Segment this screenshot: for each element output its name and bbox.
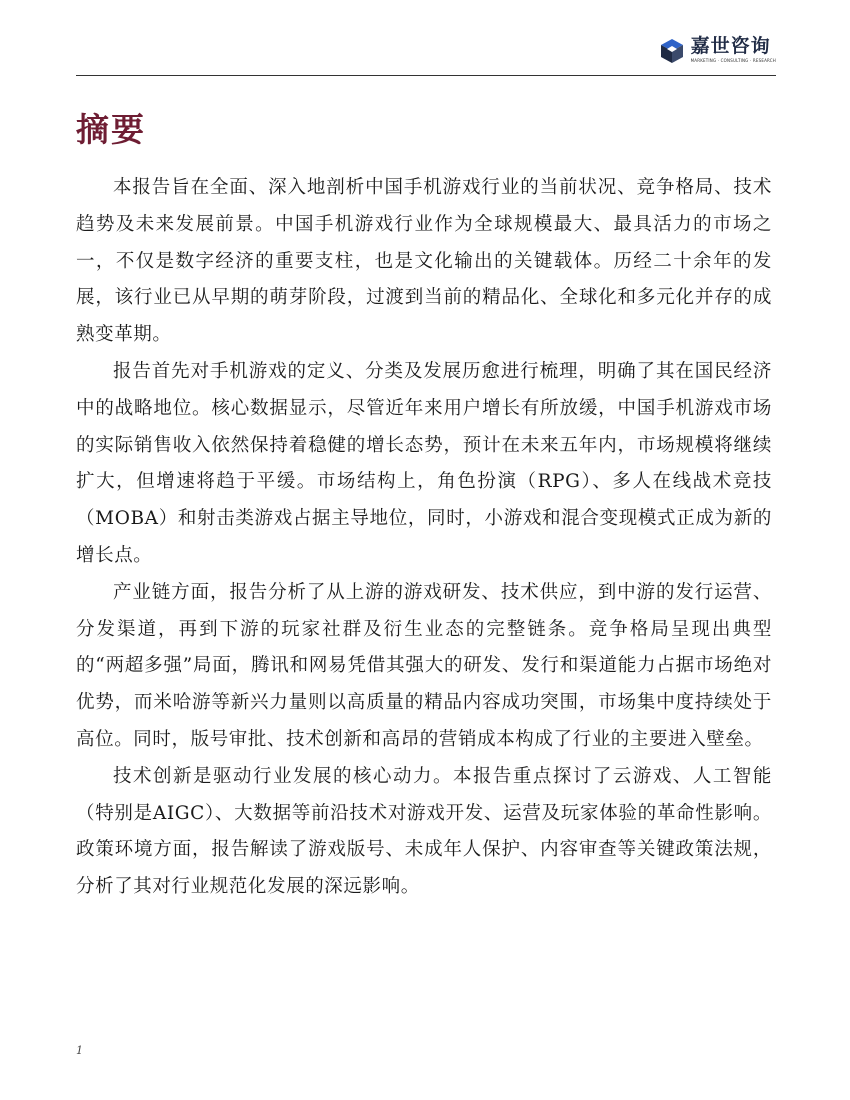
- company-logo: [659, 36, 776, 64]
- logo-name: 嘉世咨询: [690, 35, 771, 57]
- abstract-body: [76, 170, 772, 906]
- header-divider: [76, 75, 776, 76]
- logo-cube-icon: [659, 38, 685, 64]
- page-title: 摘要: [76, 110, 146, 149]
- logo-tagline: MARKETING · CONSULTING · RESEARCH: [690, 58, 776, 63]
- paragraph-3: 产业链方面，报告分析了从上游的游戏研发、技术供应，到中游的发行运营、分发渠道，再到下游的玩家社群及衍生业态的完整链条。竞争格局呈现出典型的“两超多强”局面，腾讯和网易凭借其强大的研发、发行和渠道能力占据市场绝对优势，而米哈游等新兴力量则以高质量的精品内容成功突围，市场集中度持续处于高位。同时，版号审批、技术创新和高昂的营销成本构成了行业的主要进入壁垒。: [76, 581, 772, 750]
- page-header: [76, 30, 776, 76]
- paragraph-1: 本报告旨在全面、深入地剖析中国手机游戏行业的当前状况、竞争格局、技术趋势及未来发展前景。中国手机游戏行业作为全球规模最大、最具活力的市场之一，不仅是数字经济的重要支柱，也是文化输出的关键载体。历经二十余年的发展，该行业已从早期的萌芽阶段，过渡到当前的精品化、全球化和多元化并存的成熟变革期。: [76, 177, 772, 346]
- paragraph-4: 技术创新是驱动行业发展的核心动力。本报告重点探讨了云游戏、人工智能（特别是AIGC）、大数据等前沿技术对游戏开发、运营及玩家体验的革命性影响。政策环境方面，报告解读了游戏版号、未成年人保护、内容审查等关键政策法规，分析了其对行业规范化发展的深远影响。: [76, 765, 772, 898]
- paragraph-2: 报告首先对手机游戏的定义、分类及发展历愈进行梳理，明确了其在国民经济中的战略地位。核心数据显示，尽管近年来用户增长有所放缓，中国手机游戏市场的实际销售收入依然保持着稳健的增长态势，预计在未来五年内，市场规模将继续扩大，但增速将趋于平缓。市场结构上，角色扮演（RPG）、多人在线战术竞技（MOBA）和射击类游戏占据主导地位，同时，小游戏和混合变现模式正成为新的增长点。: [76, 360, 772, 566]
- page-number: 1: [76, 1044, 83, 1057]
